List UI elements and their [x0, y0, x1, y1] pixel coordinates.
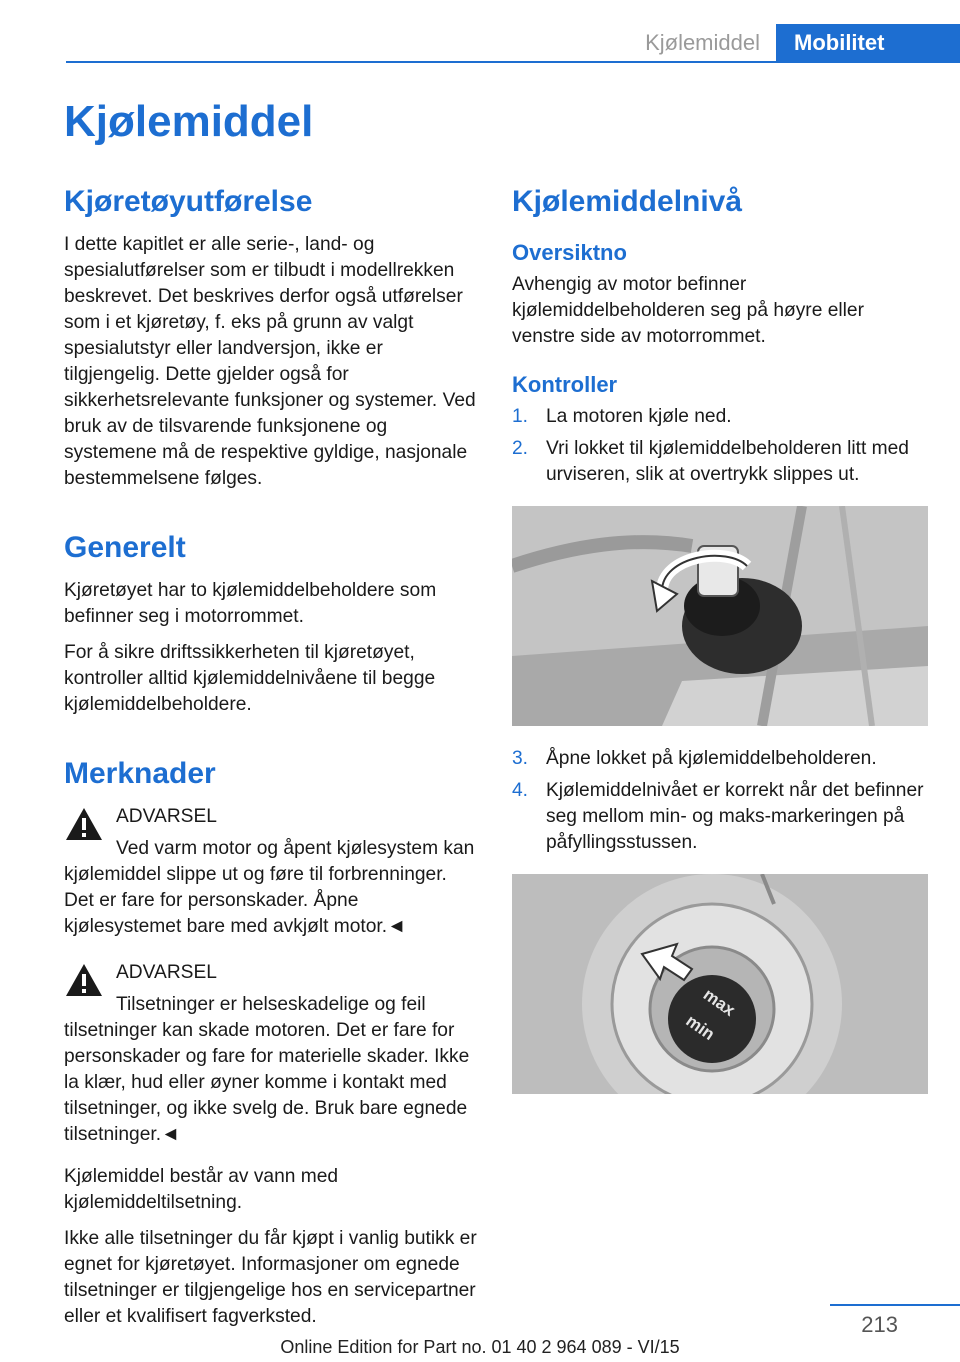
header-section-tab: Kjølemiddel: [645, 30, 760, 55]
general-paragraph-1: Kjøretøyet har to kjølemiddelbeholdere som befinner seg i motorrommet.: [64, 580, 437, 627]
step-text: Vri lokket til kjølemiddelbeholderen litt med urviseren, slik at overtrykk slippes ut.: [546, 438, 909, 485]
step-number: 4.: [512, 780, 529, 801]
left-column: [64, 180, 478, 1340]
warning-label: ADVARSEL: [116, 806, 217, 827]
step-number: 2.: [512, 438, 529, 459]
min-mark: min: [682, 1011, 719, 1045]
step-text: La motoren kjøle ned.: [546, 406, 732, 427]
list-item: [512, 404, 928, 430]
page-number: 213: [861, 1312, 898, 1337]
page-title: Kjølemiddel: [64, 97, 314, 146]
warning-text: Tilsetninger er helseskadelige og feil tilsetninger kan skade motoren. Det er fare for personskader og fare for materielle skader. Ikke la klær, hud eller øyner komme i kontakt med tilsetninger, og ikke svelg de. Bruk bare egnede tilsetninger.◄: [64, 994, 470, 1145]
warning-triangle-icon: [64, 962, 104, 998]
overview-text: Avhengig av motor befinner kjølemiddelbeholderen seg på høyre eller venstre side av motorrommet.: [512, 274, 864, 347]
header-chapter-tab: Mobilitet: [776, 24, 960, 62]
heading-vehicle-version: Kjøretøyutførelse: [64, 185, 313, 218]
header-rule: [66, 61, 960, 63]
heading-general: Generelt: [64, 531, 186, 564]
edition-footer: Online Edition for Part no. 01 40 2 964 089 - VI/15: [280, 1337, 680, 1357]
check-steps-list-continued: [512, 746, 928, 856]
step-text: Kjølemiddelnivået er korrekt når det befinner seg mellom min- og maks-markeringen på påfyllingsstussen.: [546, 780, 924, 853]
heading-notes: Merknader: [64, 757, 216, 790]
right-column: [512, 180, 928, 1114]
heading-overview: Oversiktno: [512, 240, 627, 265]
warning-block: [64, 804, 478, 940]
reservoir-cap-photo: [512, 506, 928, 726]
list-item: [512, 778, 928, 856]
filler-neck-photo: [512, 874, 928, 1094]
vehicle-version-text: I dette kapitlet er alle serie-, land- og spesialutførelser som er tilbudt i modellrekken beskrevet. Det beskrives derfor også utførelser som i et kjøretøy, f. eks på grunn av valgt spesialutstyr eller landversjon, ikke er tilgjengelig. Dette gjelder også for sikkerhetsrelevante funksjoner og systemer. Ved bruk av de tilsvarende funksjonene og systemene må de respektive gyldige, nasjonale bestemmelsene følges.: [64, 234, 476, 489]
general-paragraph-2: For å sikre driftssikkerheten til kjøretøyet, kontroller alltid kjølemiddelnivåene til begge kjølemiddelbeholdere.: [64, 642, 436, 715]
check-steps-list: [512, 404, 928, 488]
running-header: [629, 24, 960, 62]
step-text: Åpne lokket på kjølemiddelbeholderen.: [546, 748, 877, 769]
heading-coolant-level: Kjølemiddelnivå: [512, 185, 743, 218]
heading-check: Kontroller: [512, 372, 618, 397]
notes-paragraph-1: Kjølemiddel består av vann med kjølemiddeltilsetning.: [64, 1166, 339, 1213]
list-item: [512, 436, 928, 488]
list-item: [512, 746, 928, 772]
max-mark: max: [699, 984, 739, 1020]
notes-paragraph-2: Ikke alle tilsetninger du får kjøpt i vanlig butikk er egnet for kjøretøyet. Informasjoner om egnede tilsetninger er tilgjengelige hos en servicepartner eller et kvalifisert fagverksted.: [64, 1228, 477, 1327]
step-number: 1.: [512, 406, 529, 427]
warning-block: [64, 960, 478, 1148]
warning-text: Ved varm motor og åpent kjølesystem kan kjølemiddel slippe ut og føre til forbrenninger. Det er fare for personskader. Åpne kjølesystemet bare med avkjølt motor.◄: [64, 838, 475, 937]
warning-triangle-icon: [64, 806, 104, 842]
step-number: 3.: [512, 748, 529, 769]
warning-label: ADVARSEL: [116, 962, 217, 983]
footer-rule: [830, 1304, 960, 1306]
